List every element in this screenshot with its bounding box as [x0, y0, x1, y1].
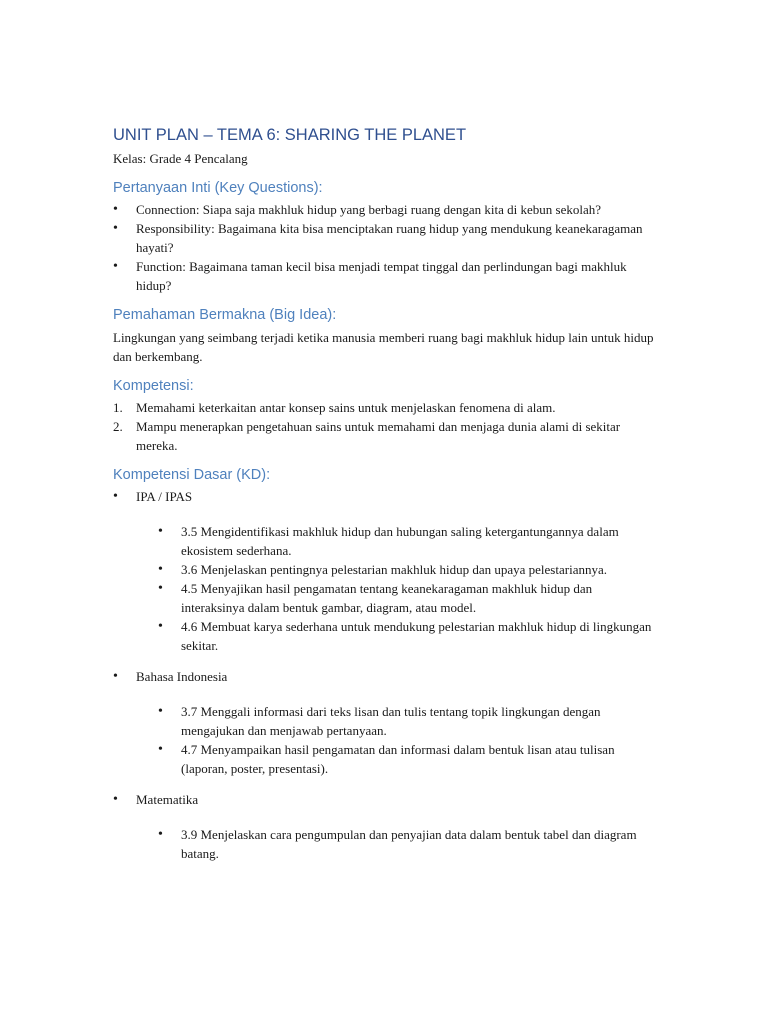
kd-sublist: [136, 702, 658, 778]
kd-sublist: [136, 522, 658, 655]
kd-sublist: [136, 825, 658, 863]
list-item: [113, 417, 658, 455]
kd-subject: [113, 667, 658, 778]
key-questions-list: [113, 200, 658, 295]
kd-subject-name: Bahasa Indonesia: [136, 669, 228, 684]
list-item: • 3.7 Menggali informasi dari teks lisan dan tulis tentang topik lingkungan dengan mengajukan dan menjawab pertanyaan.: [136, 702, 658, 740]
document-title: UNIT PLAN – TEMA 6: SHARING THE PLANET: [113, 126, 467, 144]
kd-subject-name: IPA / IPAS: [136, 489, 193, 504]
kompetensi-list: [113, 398, 658, 455]
kd-subject-name: Matematika: [136, 792, 199, 807]
list-item: • 4.5 Menyajikan hasil pengamatan tentang keanekaragaman makhluk hidup dan interaksinya dalam bentuk gambar, diagram, atau model.: [136, 579, 658, 617]
key-questions-heading: Pertanyaan Inti (Key Questions):: [113, 180, 323, 196]
kompetensi-heading: Kompetensi:: [113, 378, 194, 394]
list-item: • Responsibility: Bagaimana kita bisa menciptakan ruang hidup yang mendukung keanekaragaman hayati?: [113, 219, 658, 257]
list-number: 2.: [113, 419, 123, 434]
list-item: • 4.6 Membuat karya sederhana untuk mendukung pelestarian makhluk hidup di lingkungan sekitar.: [136, 617, 658, 655]
list-item-text: Memahami keterkaitan antar konsep sains untuk menjelaskan fenomena di alam.: [136, 400, 556, 415]
kd-heading: Kompetensi Dasar (KD):: [113, 467, 271, 483]
list-item: • 3.6 Menjelaskan pentingnya pelestarian makhluk hidup dan upaya pelestariannya.: [136, 560, 658, 579]
document-content: [113, 124, 658, 875]
list-item: • 3.9 Menjelaskan cara pengumpulan dan penyajian data dalam bentuk tabel dan diagram batang.: [136, 825, 658, 863]
kd-subject: [113, 487, 658, 655]
list-item-text: Mampu menerapkan pengetahuan sains untuk memahami dan menjaga dunia alami di sekitar mereka.: [136, 419, 621, 453]
list-item: • Function: Bagaimana taman kecil bisa menjadi tempat tinggal dan perlindungan bagi makhluk hidup?: [113, 257, 658, 295]
kd-subject: [113, 790, 658, 863]
kd-subject-list: [113, 487, 658, 863]
big-idea-text: Lingkungan yang seimbang terjadi ketika manusia memberi ruang bagi makhluk hidup lain untuk hidup dan berkembang.: [113, 330, 654, 364]
list-item: • 4.7 Menyampaikan hasil pengamatan dan informasi dalam bentuk lisan atau tulisan (laporan, poster, presentasi).: [136, 740, 658, 778]
class-info: Kelas: Grade 4 Pencalang: [113, 151, 248, 166]
list-item: • Connection: Siapa saja makhluk hidup yang berbagi ruang dengan kita di kebun sekolah?: [113, 200, 658, 219]
list-item: • 3.5 Mengidentifikasi makhluk hidup dan hubungan saling ketergantungannya dalam ekosistem sederhana.: [136, 522, 658, 560]
list-number: 1.: [113, 400, 123, 415]
big-idea-heading: Pemahaman Bermakna (Big Idea):: [113, 307, 337, 323]
list-item: [113, 398, 658, 417]
